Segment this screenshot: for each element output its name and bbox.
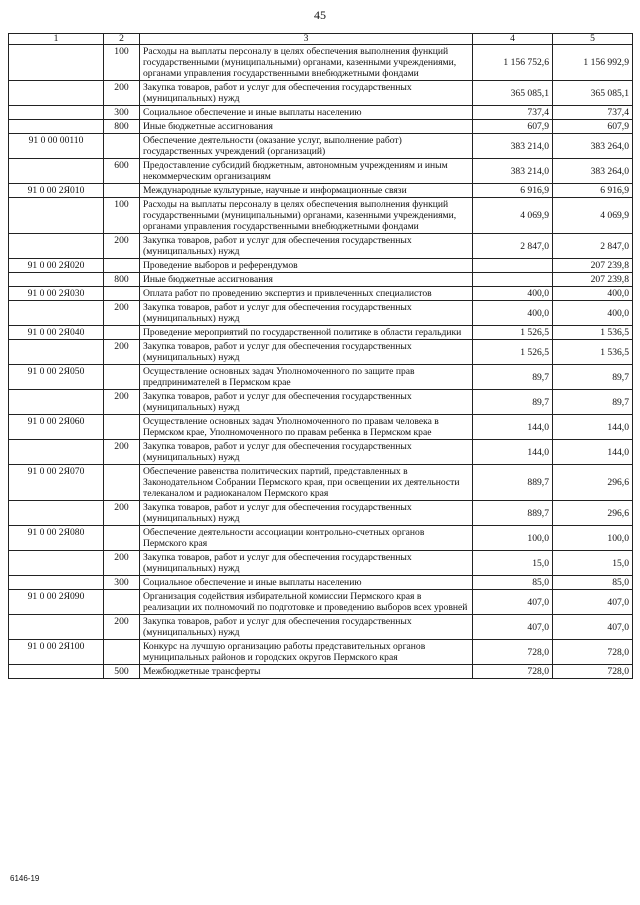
table-row <box>9 590 633 615</box>
item-name-cell: Обеспечение деятельности ассоциации контрольно-счетных органов Пермского края <box>140 526 473 551</box>
amount-cell: 1 156 992,9 <box>553 45 633 81</box>
expense-type-cell <box>104 184 140 198</box>
expense-type-cell: 200 <box>104 551 140 576</box>
item-name-cell: Проведение выборов и референдумов <box>140 259 473 273</box>
table-row <box>9 440 633 465</box>
expense-type-cell: 800 <box>104 273 140 287</box>
target-code-cell: 91 0 00 2Я070 <box>9 465 104 501</box>
target-code-cell <box>9 81 104 106</box>
target-code-cell <box>9 120 104 134</box>
item-name-cell: Закупка товаров, работ и услуг для обеспечения государственных (муниципальных) нужд <box>140 301 473 326</box>
item-name-cell: Международные культурные, научные и информационные связи <box>140 184 473 198</box>
target-code-cell: 91 0 00 2Я030 <box>9 287 104 301</box>
amount-cell: 400,0 <box>473 301 553 326</box>
amount-cell: 89,7 <box>473 390 553 415</box>
table-row <box>9 615 633 640</box>
column-header: 3 <box>140 34 473 45</box>
amount-cell: 1 156 752,6 <box>473 45 553 81</box>
item-name-cell: Социальное обеспечение и иные выплаты населению <box>140 576 473 590</box>
table-row <box>9 551 633 576</box>
footer-code: 6146-19 <box>10 874 40 883</box>
amount-cell: 296,6 <box>553 501 633 526</box>
amount-cell: 144,0 <box>553 440 633 465</box>
target-code-cell <box>9 273 104 287</box>
expense-type-cell: 800 <box>104 120 140 134</box>
expense-type-cell <box>104 590 140 615</box>
column-header: 4 <box>473 34 553 45</box>
amount-cell: 89,7 <box>553 365 633 390</box>
target-code-cell <box>9 665 104 679</box>
item-name-cell: Социальное обеспечение и иные выплаты населению <box>140 106 473 120</box>
target-code-cell: 91 0 00 2Я100 <box>9 640 104 665</box>
amount-cell: 85,0 <box>473 576 553 590</box>
target-code-cell <box>9 198 104 234</box>
target-code-cell <box>9 440 104 465</box>
table-row <box>9 134 633 159</box>
table-row <box>9 501 633 526</box>
amount-cell: 728,0 <box>553 665 633 679</box>
amount-cell: 2 847,0 <box>553 234 633 259</box>
table-row <box>9 665 633 679</box>
amount-cell: 15,0 <box>473 551 553 576</box>
target-code-cell: 91 0 00 2Я010 <box>9 184 104 198</box>
expense-type-cell: 100 <box>104 198 140 234</box>
expense-type-cell: 200 <box>104 234 140 259</box>
amount-cell: 383 264,0 <box>553 134 633 159</box>
table-row <box>9 301 633 326</box>
item-name-cell: Конкурс на лучшую организацию работы представительных органов муниципальных районов и городских округов Пермского края <box>140 640 473 665</box>
amount-cell: 15,0 <box>553 551 633 576</box>
target-code-cell <box>9 340 104 365</box>
item-name-cell: Закупка товаров, работ и услуг для обеспечения государственных (муниципальных) нужд <box>140 340 473 365</box>
amount-cell: 89,7 <box>473 365 553 390</box>
amount-cell: 889,7 <box>473 465 553 501</box>
table-row <box>9 81 633 106</box>
item-name-cell: Иные бюджетные ассигнования <box>140 120 473 134</box>
amount-cell: 100,0 <box>473 526 553 551</box>
table-row <box>9 465 633 501</box>
item-name-cell: Организация содействия избирательной комиссии Пермского края в реализации их полномочий по подготовке и проведению выборов всех уровней <box>140 590 473 615</box>
item-name-cell: Закупка товаров, работ и услуг для обеспечения государственных (муниципальных) нужд <box>140 440 473 465</box>
expense-type-cell <box>104 287 140 301</box>
item-name-cell: Обеспечение равенства политических партий, представленных в Законодательном Собрании Пермского края, при освещении их деятельности телеканалом и радиоканалом Пермского края <box>140 465 473 501</box>
expense-type-cell: 300 <box>104 576 140 590</box>
amount-cell: 407,0 <box>553 590 633 615</box>
expense-type-cell: 200 <box>104 340 140 365</box>
table-row <box>9 365 633 390</box>
table-row <box>9 259 633 273</box>
amount-cell: 728,0 <box>473 640 553 665</box>
expense-type-cell: 200 <box>104 440 140 465</box>
expense-type-cell: 200 <box>104 615 140 640</box>
item-name-cell: Обеспечение деятельности (оказание услуг, выполнение работ) государственных учреждений (организаций) <box>140 134 473 159</box>
target-code-cell <box>9 106 104 120</box>
expense-type-cell: 600 <box>104 159 140 184</box>
item-name-cell: Закупка товаров, работ и услуг для обеспечения государственных (муниципальных) нужд <box>140 81 473 106</box>
expense-type-cell <box>104 640 140 665</box>
amount-cell: 1 526,5 <box>473 340 553 365</box>
expense-type-cell: 500 <box>104 665 140 679</box>
amount-cell <box>473 273 553 287</box>
item-name-cell: Оплата работ по проведению экспертиз и привлеченных специалистов <box>140 287 473 301</box>
expense-type-cell: 200 <box>104 81 140 106</box>
target-code-cell <box>9 234 104 259</box>
item-name-cell: Межбюджетные трансферты <box>140 665 473 679</box>
amount-cell: 400,0 <box>473 287 553 301</box>
table-row <box>9 640 633 665</box>
table-row <box>9 159 633 184</box>
amount-cell: 889,7 <box>473 501 553 526</box>
item-name-cell: Иные бюджетные ассигнования <box>140 273 473 287</box>
item-name-cell: Закупка товаров, работ и услуг для обеспечения государственных (муниципальных) нужд <box>140 390 473 415</box>
amount-cell: 144,0 <box>473 415 553 440</box>
table-row <box>9 184 633 198</box>
amount-cell: 728,0 <box>473 665 553 679</box>
table-row <box>9 415 633 440</box>
amount-cell: 207 239,8 <box>553 259 633 273</box>
table-row <box>9 234 633 259</box>
target-code-cell <box>9 501 104 526</box>
amount-cell: 1 536,5 <box>553 326 633 340</box>
table-row <box>9 287 633 301</box>
expense-type-cell: 200 <box>104 501 140 526</box>
item-name-cell: Закупка товаров, работ и услуг для обеспечения государственных (муниципальных) нужд <box>140 234 473 259</box>
item-name-cell: Предоставление субсидий бюджетным, автономным учреждениям и иным некоммерческим организациям <box>140 159 473 184</box>
expense-type-cell: 200 <box>104 301 140 326</box>
amount-cell: 737,4 <box>553 106 633 120</box>
amount-cell: 2 847,0 <box>473 234 553 259</box>
item-name-cell: Проведение мероприятий по государственной политике в области геральдики <box>140 326 473 340</box>
item-name-cell: Закупка товаров, работ и услуг для обеспечения государственных (муниципальных) нужд <box>140 501 473 526</box>
column-header: 1 <box>9 34 104 45</box>
item-name-cell: Закупка товаров, работ и услуг для обеспечения государственных (муниципальных) нужд <box>140 615 473 640</box>
expense-type-cell <box>104 465 140 501</box>
amount-cell: 365 085,1 <box>553 81 633 106</box>
amount-cell: 383 214,0 <box>473 159 553 184</box>
expense-type-cell <box>104 365 140 390</box>
target-code-cell: 91 0 00 2Я020 <box>9 259 104 273</box>
target-code-cell <box>9 159 104 184</box>
target-code-cell <box>9 301 104 326</box>
amount-cell: 4 069,9 <box>473 198 553 234</box>
target-code-cell: 91 0 00 00110 <box>9 134 104 159</box>
target-code-cell <box>9 390 104 415</box>
amount-cell: 407,0 <box>553 615 633 640</box>
table-row <box>9 198 633 234</box>
amount-cell: 1 536,5 <box>553 340 633 365</box>
column-header: 2 <box>104 34 140 45</box>
table-row <box>9 326 633 340</box>
target-code-cell: 91 0 00 2Я060 <box>9 415 104 440</box>
amount-cell: 407,0 <box>473 615 553 640</box>
amount-cell: 6 916,9 <box>473 184 553 198</box>
amount-cell: 737,4 <box>473 106 553 120</box>
expense-type-cell: 300 <box>104 106 140 120</box>
amount-cell: 607,9 <box>553 120 633 134</box>
item-name-cell: Расходы на выплаты персоналу в целях обеспечения выполнения функций государственными (муниципальными) органами, казенными учреждениями, органами управления государственными внебюджетными фондами <box>140 198 473 234</box>
amount-cell: 144,0 <box>553 415 633 440</box>
table-row <box>9 45 633 81</box>
amount-cell: 100,0 <box>553 526 633 551</box>
amount-cell: 728,0 <box>553 640 633 665</box>
table-row <box>9 273 633 287</box>
amount-cell: 89,7 <box>553 390 633 415</box>
table-row <box>9 106 633 120</box>
amount-cell: 365 085,1 <box>473 81 553 106</box>
header-row <box>9 34 633 45</box>
table-body <box>9 45 633 679</box>
amount-cell: 85,0 <box>553 576 633 590</box>
table-row <box>9 526 633 551</box>
item-name-cell: Осуществление основных задач Уполномоченного по защите прав предпринимателей в Пермском крае <box>140 365 473 390</box>
amount-cell: 407,0 <box>473 590 553 615</box>
table-row <box>9 390 633 415</box>
target-code-cell: 91 0 00 2Я080 <box>9 526 104 551</box>
amount-cell: 383 214,0 <box>473 134 553 159</box>
item-name-cell: Расходы на выплаты персоналу в целях обеспечения выполнения функций государственными (муниципальными) органами, казенными учреждениями, органами управления государственными внебюджетными фондами <box>140 45 473 81</box>
expense-type-cell <box>104 415 140 440</box>
amount-cell: 400,0 <box>553 287 633 301</box>
column-header: 5 <box>553 34 633 45</box>
table-row <box>9 340 633 365</box>
amount-cell: 144,0 <box>473 440 553 465</box>
expense-type-cell <box>104 326 140 340</box>
amount-cell: 296,6 <box>553 465 633 501</box>
expense-type-cell: 200 <box>104 390 140 415</box>
item-name-cell: Осуществление основных задач Уполномоченного по правам человека в Пермском крае, Уполномоченного по правам ребенка в Пермском крае <box>140 415 473 440</box>
target-code-cell <box>9 45 104 81</box>
amount-cell: 207 239,8 <box>553 273 633 287</box>
expense-type-cell <box>104 526 140 551</box>
amount-cell: 383 264,0 <box>553 159 633 184</box>
target-code-cell: 91 0 00 2Я090 <box>9 590 104 615</box>
amount-cell <box>473 259 553 273</box>
target-code-cell: 91 0 00 2Я040 <box>9 326 104 340</box>
amount-cell: 607,9 <box>473 120 553 134</box>
expense-type-cell <box>104 259 140 273</box>
amount-cell: 1 526,5 <box>473 326 553 340</box>
budget-table <box>8 33 633 679</box>
amount-cell: 400,0 <box>553 301 633 326</box>
target-code-cell <box>9 615 104 640</box>
amount-cell: 4 069,9 <box>553 198 633 234</box>
target-code-cell <box>9 551 104 576</box>
expense-type-cell: 100 <box>104 45 140 81</box>
expense-type-cell <box>104 134 140 159</box>
amount-cell: 6 916,9 <box>553 184 633 198</box>
table-row <box>9 576 633 590</box>
target-code-cell: 91 0 00 2Я050 <box>9 365 104 390</box>
item-name-cell: Закупка товаров, работ и услуг для обеспечения государственных (муниципальных) нужд <box>140 551 473 576</box>
target-code-cell <box>9 576 104 590</box>
page-number: 45 <box>314 8 326 22</box>
table-row <box>9 120 633 134</box>
